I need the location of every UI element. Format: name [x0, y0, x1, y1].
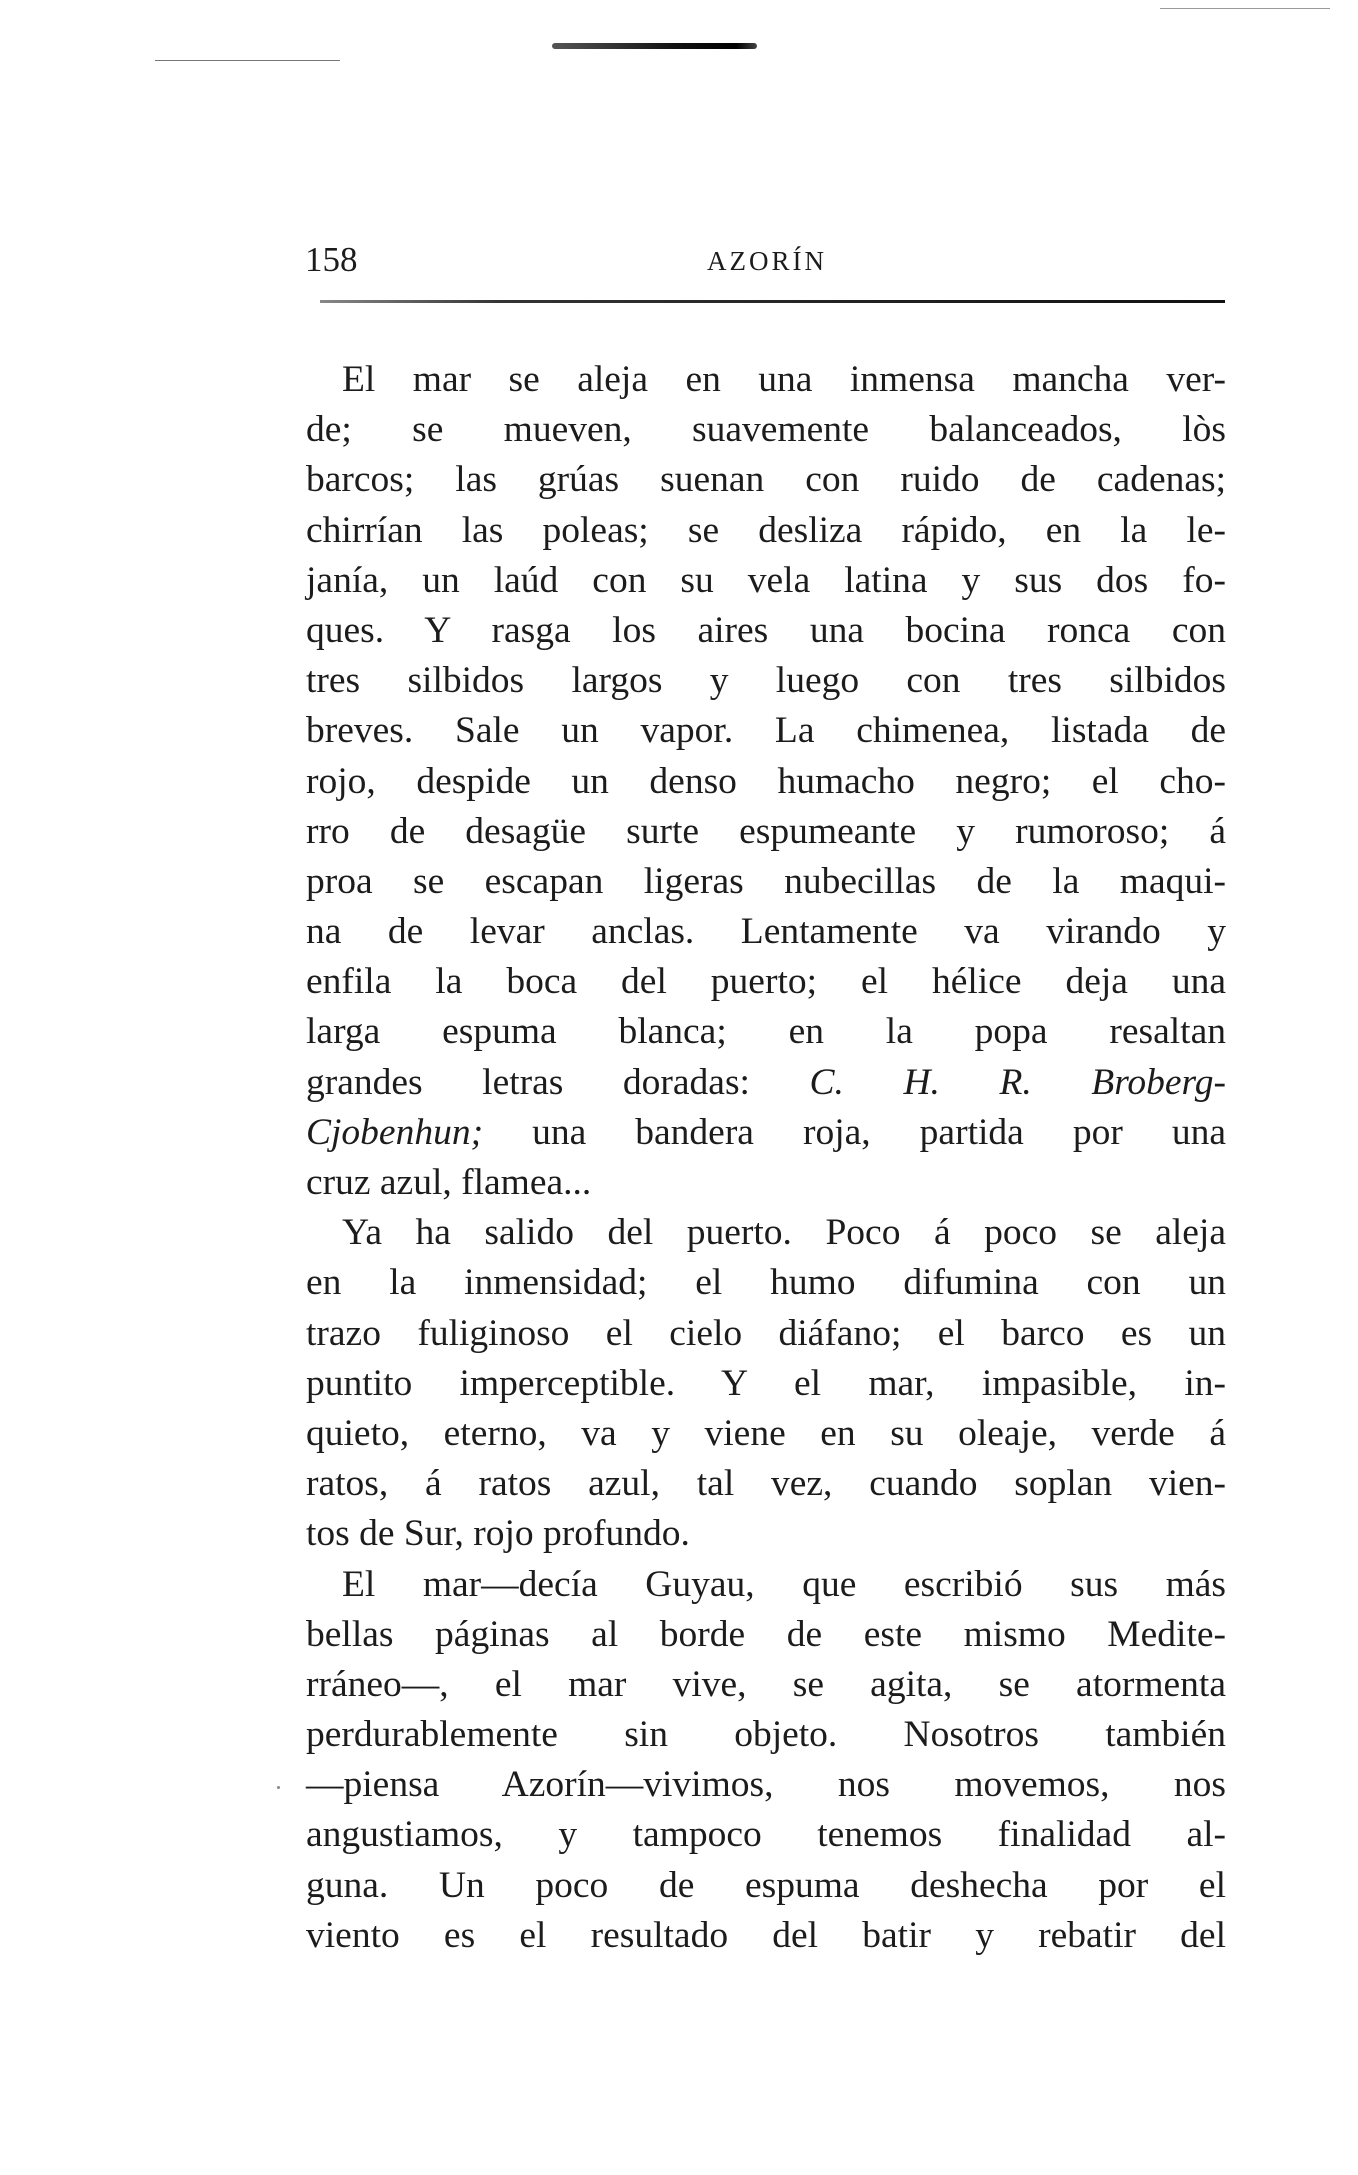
- scan-line-mark: [1160, 8, 1330, 9]
- header-rule: [320, 300, 1225, 303]
- text-line: —piensa Azorín—vivimos, nos movemos, nos: [306, 1764, 1226, 1806]
- text-line: larga espuma blanca; en la popa resaltan: [306, 1011, 1226, 1053]
- text-line: Ya ha salido del puerto. Poco á poco se aleja: [342, 1212, 1226, 1254]
- text-line: cruz azul, flamea...: [306, 1162, 592, 1203]
- ship-port-italic: Cjobenhun;: [306, 1111, 484, 1153]
- text-line: tres silbidos largos y luego con tres silbidos: [306, 660, 1226, 702]
- running-title: AZORÍN: [707, 246, 827, 276]
- text-line: bellas páginas al borde de este mismo Medite-: [306, 1613, 1226, 1655]
- text-line: ratos, á ratos azul, tal vez, cuando soplan vien-: [306, 1463, 1226, 1505]
- ship-name-italic: C. H. R. Broberg-: [809, 1061, 1226, 1103]
- text-line: de; se mueven, suavemente balanceados, lòs: [306, 409, 1226, 451]
- text-line: tos de Sur, rojo profundo.: [306, 1513, 690, 1555]
- text-line: perdurablemente sin objeto. Nosotros también: [306, 1714, 1226, 1756]
- text-line: janía, un laúd con su vela latina y sus dos fo-: [306, 559, 1226, 601]
- page-number: 158: [305, 240, 358, 279]
- text-line: breves. Sale un vapor. La chimenea, listada de: [306, 710, 1226, 752]
- text-line: [306, 1058, 1226, 1108]
- text-line-prefix: grandes letras doradas:: [306, 1061, 810, 1103]
- text-line: barcos; las grúas suenan con ruido de cadenas;: [306, 459, 1226, 501]
- text-line: viento es el resultado del batir y rebatir del: [306, 1914, 1226, 1956]
- text-line: guna. Un poco de espuma deshecha por el: [306, 1864, 1226, 1906]
- text-line: chirrían las poleas; se desliza rápido, en la le-: [306, 509, 1226, 551]
- text-line: angustiamos, y tampoco tenemos finalidad al-: [306, 1814, 1226, 1856]
- scan-line-mark: [155, 60, 340, 61]
- text-line: rojo, despide un denso humacho negro; el cho-: [306, 760, 1226, 802]
- text-line: puntito imperceptible. Y el mar, impasible, in-: [306, 1362, 1226, 1404]
- text-line: en la inmensidad; el humo difumina con un: [306, 1262, 1226, 1304]
- text-line: El mar—decía Guyau, que escribió sus más: [342, 1563, 1226, 1605]
- text-line: quieto, eterno, va y viene en su oleaje, verde á: [306, 1412, 1226, 1454]
- text-line: rro de desagüe surte espumeante y rumoroso; á: [306, 810, 1226, 852]
- text-line: ques. Y rasga los aires una bocina ronca con: [306, 609, 1226, 651]
- text-line: [306, 1108, 1226, 1158]
- text-line: El mar se aleja en una inmensa mancha ver-: [342, 359, 1226, 400]
- running-head: [305, 240, 1230, 290]
- scan-dot-mark: [277, 1786, 280, 1789]
- body-text: [306, 355, 1226, 1961]
- text-line: proa se escapan ligeras nubecillas de la maqui-: [306, 860, 1226, 902]
- text-line: na de levar anclas. Lentamente va virando y: [306, 911, 1226, 953]
- text-line-suffix: una bandera roja, partida por una: [483, 1111, 1226, 1153]
- text-line: trazo fuliginoso el cielo diáfano; el barco es un: [306, 1312, 1226, 1354]
- text-line: rráneo—, el mar vive, se agita, se atormenta: [306, 1663, 1226, 1705]
- text-line: enfila la boca del puerto; el hélice deja una: [306, 961, 1226, 1003]
- scan-smudge-mark: [552, 43, 757, 49]
